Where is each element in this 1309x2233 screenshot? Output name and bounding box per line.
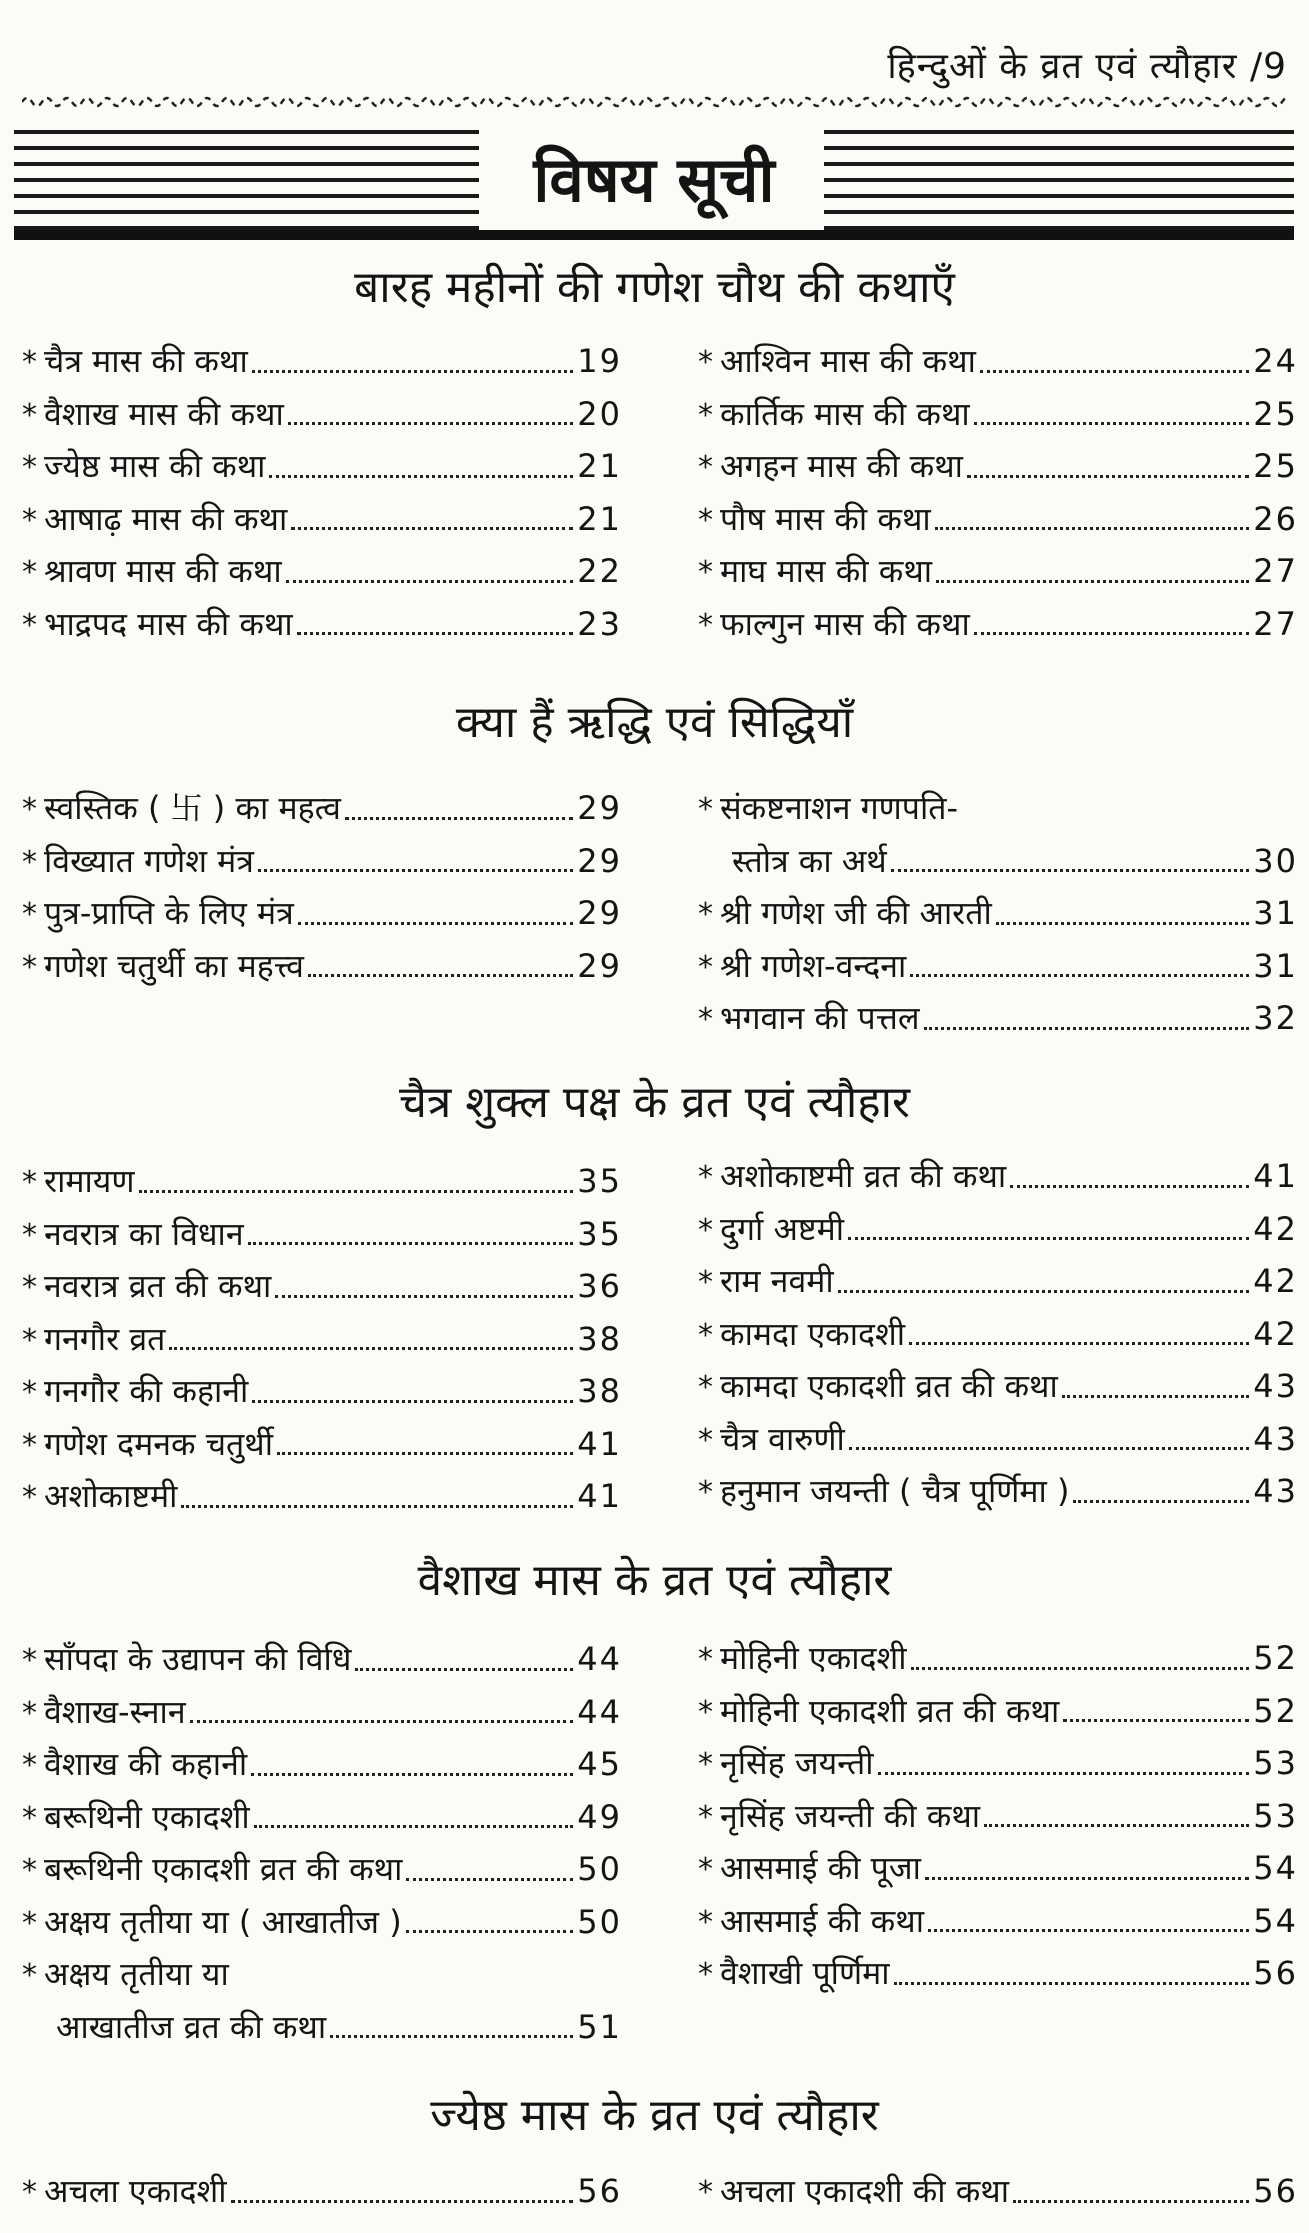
bullet-star-icon: * <box>698 1694 713 1730</box>
dot-leader <box>1010 1185 1249 1188</box>
bullet-star-icon: * <box>22 1853 37 1888</box>
bullet-star-icon: * <box>698 1475 713 1510</box>
bullet-star-icon: * <box>22 1695 37 1731</box>
bullet-star-icon: * <box>698 502 713 538</box>
toc-entry-label: गनगौर व्रत <box>44 1319 166 1358</box>
bullet-star-icon: * <box>22 607 37 643</box>
bullet-star-icon: * <box>698 1002 713 1037</box>
toc-entry-page: 53 <box>1253 1796 1298 1835</box>
toc-entry <box>698 835 1298 888</box>
toc-entry <box>698 1413 1298 1466</box>
toc-entry <box>698 940 1298 993</box>
toc-entry <box>22 940 622 993</box>
toc-entry <box>698 1842 1298 1895</box>
bullet-star-icon: * <box>698 897 713 932</box>
bullet-star-icon: * <box>22 949 37 985</box>
toc-column-right <box>698 1150 1298 1518</box>
toc-entry <box>698 1737 1298 1790</box>
dot-leader <box>984 1824 1249 1827</box>
toc-entry-page: 44 <box>577 1640 622 1678</box>
toc-entry-page: 20 <box>577 394 622 433</box>
dot-leader <box>974 422 1250 425</box>
toc-entry <box>22 1791 622 1844</box>
bullet-star-icon: * <box>22 555 37 590</box>
section-heading-vaishakh: वैशाख मास के व्रत एवं त्यौहार <box>417 1555 892 1606</box>
toc-entry-page: 30 <box>1253 841 1298 880</box>
toc-column-left <box>22 2165 622 2218</box>
toc-entry-label: राम नवमी <box>720 1262 834 1300</box>
dot-leader <box>891 869 1250 872</box>
toc-entry <box>698 1947 1298 2000</box>
bullet-star-icon: * <box>22 345 37 380</box>
bullet-star-icon: * <box>698 450 713 485</box>
toc-entry-page: 25 <box>1253 394 1298 433</box>
toc-entry-label: संकष्टनाशन गणपति- <box>720 789 959 827</box>
dot-leader <box>355 1668 573 1671</box>
toc-entry <box>22 1843 622 1896</box>
toc-entry-label: श्री गणेश जी की आरती <box>720 894 992 932</box>
toc-entry <box>22 835 622 888</box>
toc-column-right <box>698 1632 1298 2000</box>
bullet-star-icon: * <box>698 1422 713 1458</box>
toc-entry-label: पुत्र-प्राप्ति के लिए मंत्र <box>44 894 294 932</box>
toc-entry-label: स्तोत्र का अर्थ <box>732 841 887 880</box>
dot-leader <box>1013 2200 1249 2203</box>
toc-entry-page: 50 <box>577 1902 622 1941</box>
toc-entry <box>22 1155 622 1208</box>
toc-entry <box>698 2165 1298 2218</box>
toc-entry <box>22 1208 622 1261</box>
toc-entry <box>698 992 1298 1045</box>
toc-entry-label: अशोकाष्टमी <box>44 1477 178 1515</box>
toc-entry-page: 23 <box>577 604 622 643</box>
running-header: हिन्दुओं के व्रत एवं त्यौहार /9 <box>887 46 1287 87</box>
bullet-star-icon: * <box>698 1265 713 1300</box>
toc-entry-label: चैत्र मास की कथा <box>44 342 248 380</box>
toc-entry-page: 54 <box>1253 1849 1298 1887</box>
bullet-star-icon: * <box>698 1747 713 1782</box>
page-title: विषय सूची <box>494 130 814 230</box>
toc-entry <box>698 1632 1298 1685</box>
toc-entry-label: कामदा एकादशी व्रत की कथा <box>720 1367 1058 1405</box>
toc-column-right <box>698 2165 1298 2218</box>
toc-entry-page: 41 <box>577 1424 622 1463</box>
dot-leader <box>181 1505 573 1508</box>
toc-entry-page: 21 <box>577 499 622 538</box>
toc-entry <box>22 1470 622 1523</box>
toc-entry-label: श्री गणेश-वन्दना <box>720 946 907 985</box>
toc-entry <box>698 782 1298 835</box>
toc-entry <box>22 598 622 651</box>
toc-entry <box>22 2001 622 2054</box>
toc-entry-label: ज्येष्ठ मास की कथा <box>44 447 266 485</box>
toc-entry-page: 42 <box>1253 1209 1298 1248</box>
toc-entry-page: 44 <box>577 1692 622 1731</box>
toc-entry-page: 52 <box>1253 1691 1298 1730</box>
toc-column-left <box>22 1155 622 1523</box>
toc-entry <box>22 1896 622 1949</box>
toc-entry-label: अक्षय तृतीया या <box>44 1955 229 1993</box>
toc-entry-label: हनुमान जयन्ती ( चैत्र पूर्णिमा ) <box>720 1472 1070 1510</box>
dot-leader <box>878 1772 1250 1775</box>
toc-entry <box>22 388 622 441</box>
toc-entry <box>698 493 1298 546</box>
toc-entry-label: गणेश चतुर्थी का महत्त्व <box>44 946 304 985</box>
toc-entry <box>698 335 1298 388</box>
dot-leader <box>286 580 574 583</box>
title-stripes-right <box>824 130 1294 240</box>
toc-entry-label: चैत्र वारुणी <box>720 1419 845 1458</box>
dot-leader <box>980 370 1249 373</box>
toc-entry-label: साँपदा के उद्यापन की विधि <box>44 1640 352 1678</box>
toc-entry-label: बरूथिनी एकादशी <box>44 1797 250 1836</box>
toc-entry <box>22 1633 622 1686</box>
bullet-star-icon: * <box>698 345 713 380</box>
toc-entry <box>698 1465 1298 1518</box>
bullet-star-icon: * <box>22 1905 37 1941</box>
toc-entry <box>22 440 622 493</box>
toc-entry-page: 27 <box>1253 604 1298 643</box>
toc-entry-page: 42 <box>1253 1314 1298 1353</box>
toc-entry-label: आसमाई की कथा <box>720 1901 924 1940</box>
toc-entry-page: 29 <box>577 894 622 932</box>
bullet-star-icon: * <box>22 1748 37 1783</box>
toc-entry-page: 50 <box>577 1850 622 1888</box>
toc-entry-page: 42 <box>1253 1262 1298 1300</box>
toc-entry-page: 51 <box>577 2007 622 2046</box>
dot-leader <box>308 974 573 977</box>
bullet-star-icon: * <box>698 397 713 433</box>
toc-entry-page: 26 <box>1253 499 1298 538</box>
toc-column-right <box>698 782 1298 1045</box>
bullet-star-icon: * <box>22 2175 37 2210</box>
section-heading-riddhi-siddhi: क्या हैं ऋद्धि एवं सिद्धियाँ <box>455 697 854 748</box>
bullet-star-icon: * <box>22 844 37 880</box>
toc-entry <box>22 1260 622 1313</box>
dot-leader <box>1063 1719 1249 1722</box>
toc-entry <box>698 1895 1298 1948</box>
toc-entry-page: 36 <box>577 1267 622 1305</box>
dot-leader <box>297 632 574 635</box>
toc-entry-label: आश्विन मास की कथा <box>720 342 976 380</box>
toc-entry <box>22 335 622 388</box>
dot-leader <box>925 1877 1249 1880</box>
toc-entry-label: अचला एकादशी की कथा <box>720 2172 1010 2210</box>
toc-entry-page: 54 <box>1253 1901 1298 1940</box>
dot-leader <box>258 869 573 872</box>
title-stripes-left <box>14 130 479 240</box>
toc-entry <box>22 1686 622 1739</box>
wavy-divider <box>22 92 1287 112</box>
bullet-star-icon: * <box>22 1375 37 1410</box>
toc-entry <box>698 1790 1298 1843</box>
toc-entry <box>22 1418 622 1471</box>
dot-leader <box>252 370 574 373</box>
dot-leader <box>936 580 1249 583</box>
toc-entry-label: कार्तिक मास की कथा <box>720 394 970 433</box>
toc-entry-page: 31 <box>1253 946 1298 985</box>
toc-column-left <box>22 782 622 992</box>
dot-leader <box>1073 1500 1249 1503</box>
bullet-star-icon: * <box>698 1957 713 1992</box>
toc-entry-label: आषाढ़ मास की कथा <box>44 499 288 538</box>
bullet-star-icon: * <box>698 949 713 985</box>
toc-entry-page: 22 <box>577 552 622 590</box>
toc-entry-label: मोहिनी एकादशी <box>720 1639 907 1677</box>
toc-column-left <box>22 335 622 650</box>
toc-entry <box>22 1313 622 1366</box>
toc-entry-page: 43 <box>1253 1367 1298 1405</box>
bullet-star-icon: * <box>22 1165 37 1200</box>
bullet-star-icon: * <box>22 1427 37 1463</box>
bullet-star-icon: * <box>698 555 713 590</box>
toc-entry-label: कामदा एकादशी <box>720 1314 906 1353</box>
toc-entry-page: 29 <box>577 946 622 985</box>
toc-entry <box>698 1150 1298 1203</box>
toc-entry-label: मोहिनी एकादशी व्रत की कथा <box>720 1691 1060 1730</box>
toc-entry <box>22 887 622 940</box>
dot-leader <box>849 1447 1249 1450</box>
dot-leader <box>269 475 573 478</box>
bullet-star-icon: * <box>698 1852 713 1887</box>
bullet-star-icon: * <box>22 397 37 433</box>
toc-entry <box>698 1308 1298 1361</box>
dot-leader <box>345 817 573 820</box>
toc-entry <box>698 887 1298 940</box>
bullet-star-icon: * <box>698 1642 713 1677</box>
toc-entry-page: 35 <box>577 1162 622 1200</box>
toc-entry-label: आसमाई की पूजा <box>720 1849 921 1887</box>
toc-entry <box>698 545 1298 598</box>
toc-entry-page: 49 <box>577 1797 622 1836</box>
bullet-star-icon: * <box>698 1160 713 1195</box>
title-band <box>14 130 1294 240</box>
bullet-star-icon: * <box>698 792 713 827</box>
toc-column-right <box>698 335 1298 650</box>
dot-leader <box>924 1027 1250 1030</box>
dot-leader <box>169 1347 573 1350</box>
toc-entry-label: पौष मास की कथा <box>720 499 931 538</box>
dot-leader <box>894 1982 1250 1985</box>
toc-entry-page: 52 <box>1253 1639 1298 1677</box>
section-heading-ganesh-chauth: बारह महीनों की गणेश चौथ की कथाएँ <box>354 262 955 313</box>
dot-leader <box>848 1237 1249 1240</box>
dot-leader <box>406 1930 574 1933</box>
toc-entry-label: आखातीज व्रत की कथा <box>56 2007 327 2046</box>
toc-entry-label: दुर्गा अष्टमी <box>720 1209 845 1248</box>
toc-entry-label: गणेश दमनक चतुर्थी <box>44 1424 274 1463</box>
toc-entry <box>698 440 1298 493</box>
bullet-star-icon: * <box>698 1317 713 1353</box>
toc-entry-label: नवरात्र का विधान <box>44 1214 244 1253</box>
toc-entry-page: 43 <box>1253 1472 1298 1510</box>
toc-entry-page: 53 <box>1253 1744 1298 1782</box>
section-heading-jyeshtha: ज्येष्ठ मास के व्रत एवं त्यौहार <box>430 2090 879 2141</box>
dot-leader <box>288 422 574 425</box>
dot-leader <box>277 1452 573 1455</box>
toc-entry-page: 38 <box>577 1319 622 1358</box>
toc-entry-label: अक्षय तृतीया या ( आखातीज ) <box>44 1902 402 1941</box>
bullet-star-icon: * <box>698 2175 713 2210</box>
toc-entry-label: नृसिंह जयन्ती की कथा <box>720 1796 981 1835</box>
bullet-star-icon: * <box>698 1212 713 1248</box>
toc-entry-page: 45 <box>577 1745 622 1783</box>
section-heading-chaitra-shukla: चैत्र शुक्ल पक्ष के व्रत एवं त्यौहार <box>399 1077 910 1128</box>
toc-entry-page: 41 <box>1253 1157 1298 1195</box>
toc-entry-label: वैशाखी पूर्णिमा <box>720 1954 890 1992</box>
bullet-star-icon: * <box>22 1958 37 1993</box>
toc-entry-page: 56 <box>577 2172 622 2210</box>
toc-entry-label: वैशाख की कहानी <box>44 1745 248 1783</box>
toc-entry-page: 56 <box>1253 2172 1298 2210</box>
toc-entry <box>22 1948 622 2001</box>
toc-entry-label: अगहन मास की कथा <box>720 447 963 485</box>
toc-entry-label: फाल्गुन मास की कथा <box>720 604 970 643</box>
bullet-star-icon: * <box>698 1370 713 1405</box>
toc-entry-page: 38 <box>577 1372 622 1410</box>
toc-entry-page: 32 <box>1253 999 1298 1037</box>
dot-leader <box>254 1825 574 1828</box>
dot-leader <box>911 1667 1250 1670</box>
toc-entry-page: 19 <box>577 342 622 380</box>
toc-entry-label: वैशाख-स्नान <box>44 1692 186 1731</box>
toc-entry <box>22 1365 622 1418</box>
toc-entry-label: नृसिंह जयन्ती <box>720 1744 874 1782</box>
dot-leader <box>330 2035 573 2038</box>
toc-entry-label: रामायण <box>44 1162 135 1200</box>
dot-leader <box>909 1342 1249 1345</box>
dot-leader <box>275 1295 573 1298</box>
dot-leader <box>838 1290 1250 1293</box>
toc-entry <box>698 1360 1298 1413</box>
dot-leader <box>935 527 1250 530</box>
dot-leader <box>928 1929 1249 1932</box>
dot-leader <box>251 1773 573 1776</box>
bullet-star-icon: * <box>22 1480 37 1515</box>
bullet-star-icon: * <box>698 607 713 643</box>
toc-entry-label: नवरात्र व्रत की कथा <box>44 1267 272 1305</box>
toc-entry-label: वैशाख मास की कथा <box>44 394 284 433</box>
toc-entry-page: 35 <box>577 1214 622 1253</box>
toc-entry <box>698 1255 1298 1308</box>
toc-entry <box>22 545 622 598</box>
bullet-star-icon: * <box>698 1904 713 1940</box>
dot-leader <box>996 922 1250 925</box>
toc-entry-page: 29 <box>577 789 622 827</box>
dot-leader <box>231 2200 574 2203</box>
bullet-star-icon: * <box>22 1322 37 1358</box>
bullet-star-icon: * <box>22 502 37 538</box>
toc-entry-page: 43 <box>1253 1419 1298 1458</box>
toc-entry <box>698 388 1298 441</box>
dot-leader <box>406 1878 573 1881</box>
bullet-star-icon: * <box>22 1643 37 1678</box>
toc-entry <box>698 598 1298 651</box>
bullet-star-icon: * <box>22 1800 37 1836</box>
dot-leader <box>298 922 573 925</box>
bullet-star-icon: * <box>698 1799 713 1835</box>
dot-leader <box>967 475 1249 478</box>
toc-entry <box>698 1685 1298 1738</box>
toc-column-left <box>22 1633 622 2053</box>
dot-leader <box>190 1720 574 1723</box>
toc-entry-page: 29 <box>577 841 622 880</box>
bullet-star-icon: * <box>22 1270 37 1305</box>
toc-entry-label: अचला एकादशी <box>44 2172 227 2210</box>
toc-entry-page: 21 <box>577 447 622 485</box>
toc-entry-label: विख्यात गणेश मंत्र <box>44 841 254 880</box>
toc-entry <box>22 493 622 546</box>
toc-entry-label: भाद्रपद मास की कथा <box>44 604 293 643</box>
bullet-star-icon: * <box>22 1217 37 1253</box>
toc-entry-label: गनगौर की कहानी <box>44 1372 249 1410</box>
toc-entry <box>22 782 622 835</box>
toc-entry <box>698 1203 1298 1256</box>
bullet-star-icon: * <box>22 897 37 932</box>
toc-entry-page: 27 <box>1253 552 1298 590</box>
toc-entry-label: बरूथिनी एकादशी व्रत की कथा <box>44 1850 403 1888</box>
dot-leader <box>974 632 1250 635</box>
dot-leader <box>248 1242 574 1245</box>
toc-entry-page: 31 <box>1253 894 1298 932</box>
dot-leader <box>139 1190 574 1193</box>
toc-entry-label: अशोकाष्टमी व्रत की कथा <box>720 1157 1007 1195</box>
toc-entry-page: 24 <box>1253 342 1298 380</box>
toc-entry <box>22 1738 622 1791</box>
dot-leader <box>910 974 1249 977</box>
toc-entry-page: 41 <box>577 1477 622 1515</box>
bullet-star-icon: * <box>22 450 37 485</box>
toc-entry-page: 56 <box>1253 1954 1298 1992</box>
title-underline <box>14 230 1294 240</box>
dot-leader <box>291 527 573 530</box>
toc-entry-label: माघ मास की कथा <box>720 552 933 590</box>
bullet-star-icon: * <box>22 792 37 827</box>
dot-leader <box>1062 1395 1250 1398</box>
dot-leader <box>252 1400 573 1403</box>
toc-entry-page: 25 <box>1253 447 1298 485</box>
toc-entry-label: भगवान की पत्तल <box>720 999 920 1037</box>
toc-entry <box>22 2165 622 2218</box>
toc-entry-label: श्रावण मास की कथा <box>44 552 282 590</box>
toc-entry-label: स्वस्तिक ( 卐 ) का महत्व <box>44 789 341 827</box>
